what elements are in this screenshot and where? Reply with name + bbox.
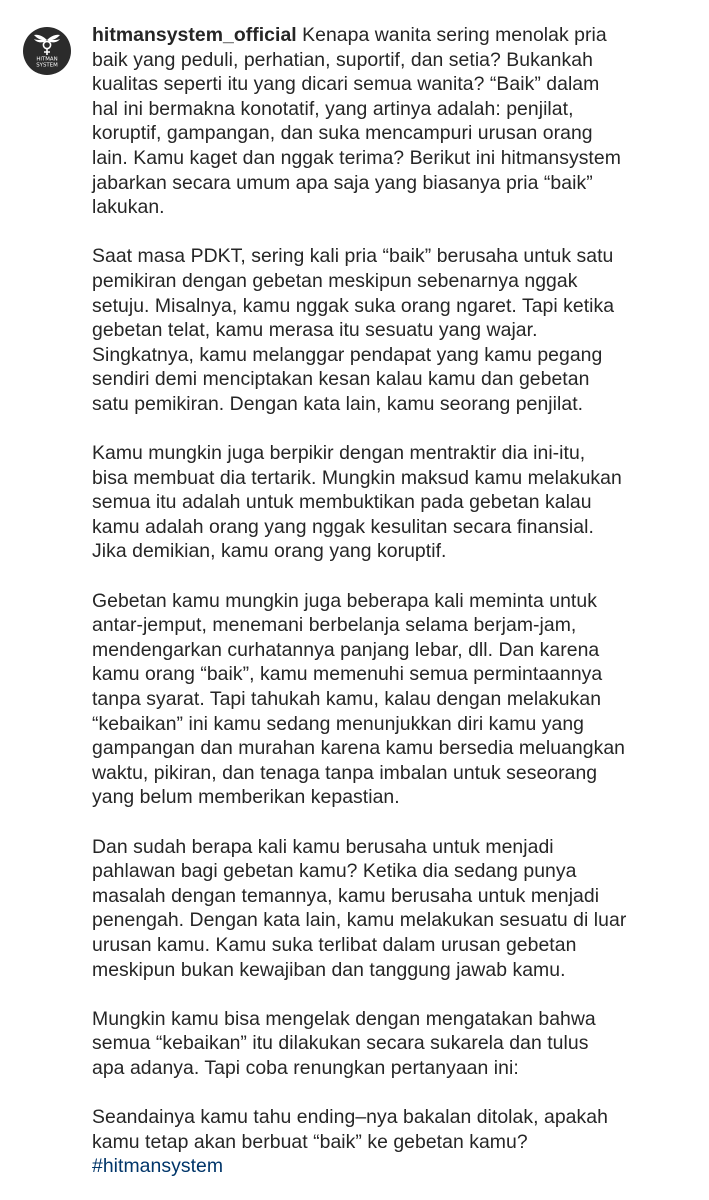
caption-line: gampangan dan murahan karena kamu bersedia meluangkan xyxy=(92,737,626,760)
caption-line: lakukan. xyxy=(92,196,165,219)
username-link[interactable]: hitmansystem_official xyxy=(92,24,297,46)
caption-line: satu pemikiran. Dengan kata lain, kamu seorang penjilat. xyxy=(92,392,584,415)
caption-line: apa adanya. Tapi coba renungkan pertanyaan ini: xyxy=(92,1056,519,1079)
caption-line: kualitas seperti itu yang dicari semua wanita? “Baik” dalam xyxy=(92,73,600,96)
caption-line: sendiri demi menciptakan kesan kalau kamu dan gebetan xyxy=(92,368,590,391)
caption-line: mendengarkan curhatannya panjang lebar, dll. Dan karena xyxy=(92,638,600,661)
caption-line: Jika demikian, kamu orang yang koruptif. xyxy=(92,540,447,563)
caption-line: setuju. Misalnya, kamu nggak suka orang ngaret. Tapi ketika xyxy=(92,294,615,317)
caption-line: Dan sudah berapa kali kamu berusaha untuk menjadi xyxy=(92,835,554,858)
caption-line: jabarkan secara umum apa saja yang biasanya pria “baik” xyxy=(92,171,593,194)
caption-line: kamu adalah orang yang nggak kesulitan secara finansial. xyxy=(92,515,594,538)
caption-line: Seandainya kamu tahu ending–nya bakalan ditolak, apakah xyxy=(92,1106,608,1129)
caption-line: meskipun bukan kewajiban dan tanggung jawab kamu. xyxy=(92,958,566,981)
paragraph-gap xyxy=(92,220,702,245)
caption-line: kamu orang “baik”, kamu memenuhi semua permintaannya xyxy=(92,663,603,686)
caption-line: pahlawan bagi gebetan kamu? Ketika dia sedang punya xyxy=(92,860,577,883)
paragraph-gap xyxy=(92,417,702,442)
caption-line: waktu, pikiran, dan tenaga tanpa imbalan untuk seseorang xyxy=(92,761,598,784)
caption-line: Gebetan kamu mungkin juga beberapa kali meminta untuk xyxy=(92,589,597,612)
paragraph-gap xyxy=(92,810,702,835)
caption-line: yang belum memberikan kepastian. xyxy=(92,786,400,809)
caption-line: semua itu adalah untuk membuktikan pada gebetan kalau xyxy=(92,491,592,514)
hitman-symbol-icon xyxy=(23,27,71,75)
caption-line: baik yang peduli, perhatian, suportif, dan setia? Bukankah xyxy=(92,48,593,71)
caption-line: urusan kamu. Kamu suka terlibat dalam urusan gebetan xyxy=(92,933,577,956)
caption-line: penengah. Dengan kata lain, kamu melakukan sesuatu di luar xyxy=(92,909,627,932)
paragraph-gap xyxy=(92,982,702,1007)
avatar-label-line-2: SYSTEM xyxy=(36,62,58,69)
caption-line: Mungkin kamu bisa mengelak dengan mengatakan bahwa xyxy=(92,1007,596,1030)
caption-line: hal ini bermakna konotatif, yang artinya adalah: penjilat, xyxy=(92,97,574,120)
caption-line: koruptif, gampangan, dan suka mencampuri urusan orang xyxy=(92,122,593,145)
avatar[interactable] xyxy=(23,27,71,75)
caption-line: Saat masa PDKT, sering kali pria “baik” berusaha untuk satu xyxy=(92,245,614,268)
caption-line: kamu tetap akan berbuat “baik” ke gebetan kamu? xyxy=(92,1130,528,1153)
post-caption xyxy=(92,23,702,1179)
caption-line: semua “kebaikan” itu dilakukan secara sukarela dan tulus xyxy=(92,1032,589,1055)
paragraph-gap xyxy=(92,564,702,589)
hashtag-link[interactable]: #hitmansystem xyxy=(92,1155,224,1178)
caption-line: pemikiran dengan gebetan meskipun sebenarnya nggak xyxy=(92,269,578,292)
caption-line: “kebaikan” ini kamu sedang menunjukkan diri kamu yang xyxy=(92,712,584,735)
avatar-label-line-1: HITMAN xyxy=(36,56,58,63)
caption-line: Singkatnya, kamu melanggar pendapat yang kamu pegang xyxy=(92,343,603,366)
caption-line: Kenapa wanita sering menolak pria xyxy=(296,24,607,46)
caption-line: bisa membuat dia tertarik. Mungkin maksud kamu melakukan xyxy=(92,466,622,489)
caption-line: Kamu mungkin juga berpikir dengan mentraktir dia ini-itu, xyxy=(92,442,586,465)
paragraph-gap xyxy=(92,1081,702,1106)
caption-line: gebetan telat, kamu merasa itu sesuatu yang wajar. xyxy=(92,319,538,342)
caption-line: lain. Kamu kaget dan nggak terima? Berikut ini hitmansystem xyxy=(92,146,621,169)
caption-line: tanpa syarat. Tapi tahukah kamu, kalau dengan melakukan xyxy=(92,688,602,711)
caption-line: masalah dengan temannya, kamu berusaha untuk menjadi xyxy=(92,884,600,907)
caption-line: antar-jemput, menemani berbelanja selama berjam-jam, xyxy=(92,614,577,637)
